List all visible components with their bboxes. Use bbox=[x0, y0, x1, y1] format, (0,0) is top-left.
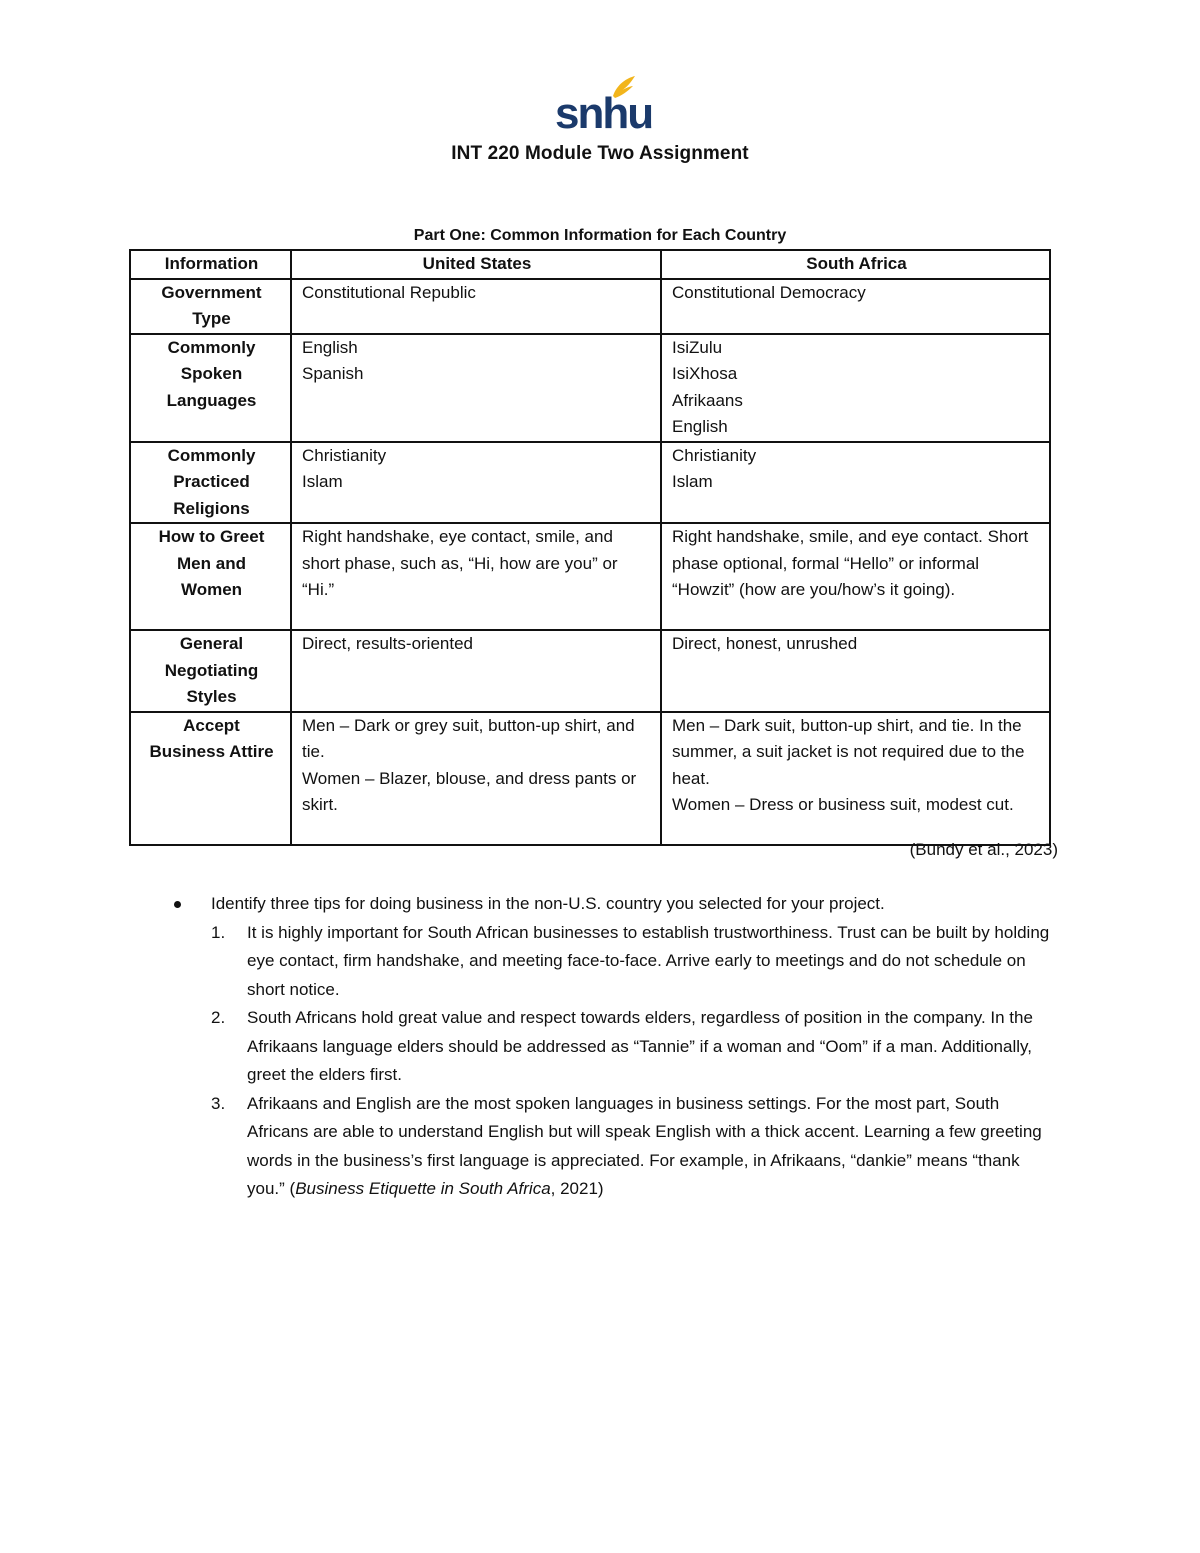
header-south-africa: South Africa bbox=[661, 250, 1050, 279]
row-label-greeting: How to Greet Men and Women bbox=[130, 523, 291, 630]
sa-greeting: Right handshake, smile, and eye contact. Short phase optional, formal “Hello” or informal “Howzit” (how are you/how’s it going). bbox=[661, 523, 1050, 630]
table-header-row bbox=[130, 250, 1050, 279]
us-languages: English Spanish bbox=[291, 334, 661, 442]
business-tips-section bbox=[174, 890, 1054, 1204]
table-row bbox=[130, 523, 1050, 630]
tips-prompt: Identify three tips for doing business in the non-U.S. country you selected for your project. bbox=[174, 890, 1054, 919]
sa-languages: IsiZulu IsiXhosa Afrikaans English bbox=[661, 334, 1050, 442]
header-information: Information bbox=[130, 250, 291, 279]
row-label-religions: Commonly Practiced Religions bbox=[130, 442, 291, 524]
us-religions: Christianity Islam bbox=[291, 442, 661, 524]
header-united-states: United States bbox=[291, 250, 661, 279]
sa-negotiating: Direct, honest, unrushed bbox=[661, 630, 1050, 712]
row-label-attire: Accept Business Attire bbox=[130, 712, 291, 845]
snhu-logo bbox=[555, 74, 653, 138]
tip-number: 2. bbox=[211, 1008, 226, 1027]
row-label-negotiating: General Negotiating Styles bbox=[130, 630, 291, 712]
table-row bbox=[130, 712, 1050, 845]
document-title: INT 220 Module Two Assignment bbox=[451, 143, 749, 164]
sa-government-type: Constitutional Democracy bbox=[661, 279, 1050, 334]
tip-text: South Africans hold great value and respect towards elders, regardless of position in the company. In the Afrikaans language elders should be addressed as “Tannie” if a woman and “Oom” if a man. Additionally, greet the elders first. bbox=[247, 1008, 1033, 1084]
list-item bbox=[174, 919, 1054, 1005]
table-row bbox=[130, 334, 1050, 442]
table-citation: (Bundy et al., 2023) bbox=[909, 840, 1058, 859]
list-item bbox=[174, 1090, 1054, 1204]
part-one-title: Part One: Common Information for Each Country bbox=[413, 227, 787, 244]
row-label-languages: Commonly Spoken Languages bbox=[130, 334, 291, 442]
table-row bbox=[130, 630, 1050, 712]
tip-text: Afrikaans and English are the most spoken languages in business settings. For the most part, South Africans are able to understand English but will speak English with a thick accent. Learning a few greeting words in the business’s first language is appreciated. For example, in Afrikaans, “dankie” means “thank you.” (Business Etiquette in South Africa, 2021) bbox=[247, 1093, 1042, 1198]
row-label-government-type: Government Type bbox=[130, 279, 291, 334]
us-attire: Men – Dark or grey suit, button-up shirt, and tie. Women – Blazer, blouse, and dress pants or skirt. bbox=[291, 712, 661, 845]
bullet-icon bbox=[174, 901, 181, 908]
tip-text: It is highly important for South African businesses to establish trustworthiness. Trust can be built by holding eye contact, firm handshake, and meeting face-to-face. Arrive early to meetings and do not schedule on short notice. bbox=[247, 922, 1050, 999]
tip-number: 1. bbox=[211, 922, 226, 942]
list-item bbox=[174, 1004, 1054, 1090]
table-row bbox=[130, 442, 1050, 524]
tip-source-title: Business Etiquette in South Africa bbox=[295, 1179, 551, 1198]
tip-number: 3. bbox=[211, 1093, 226, 1113]
sa-attire: Men – Dark suit, button-up shirt, and tie. In the summer, a suit jacket is not required due to the heat. Women – Dress or business suit, modest cut. bbox=[661, 712, 1050, 845]
svg-text:snhu: snhu bbox=[555, 89, 653, 138]
country-info-table bbox=[129, 249, 1051, 846]
sa-religions: Christianity Islam bbox=[661, 442, 1050, 524]
us-government-type: Constitutional Republic bbox=[291, 279, 661, 334]
us-negotiating: Direct, results-oriented bbox=[291, 630, 661, 712]
table-row bbox=[130, 279, 1050, 334]
us-greeting: Right handshake, eye contact, smile, and short phase, such as, “Hi, how are you” or “Hi.” bbox=[291, 523, 661, 630]
